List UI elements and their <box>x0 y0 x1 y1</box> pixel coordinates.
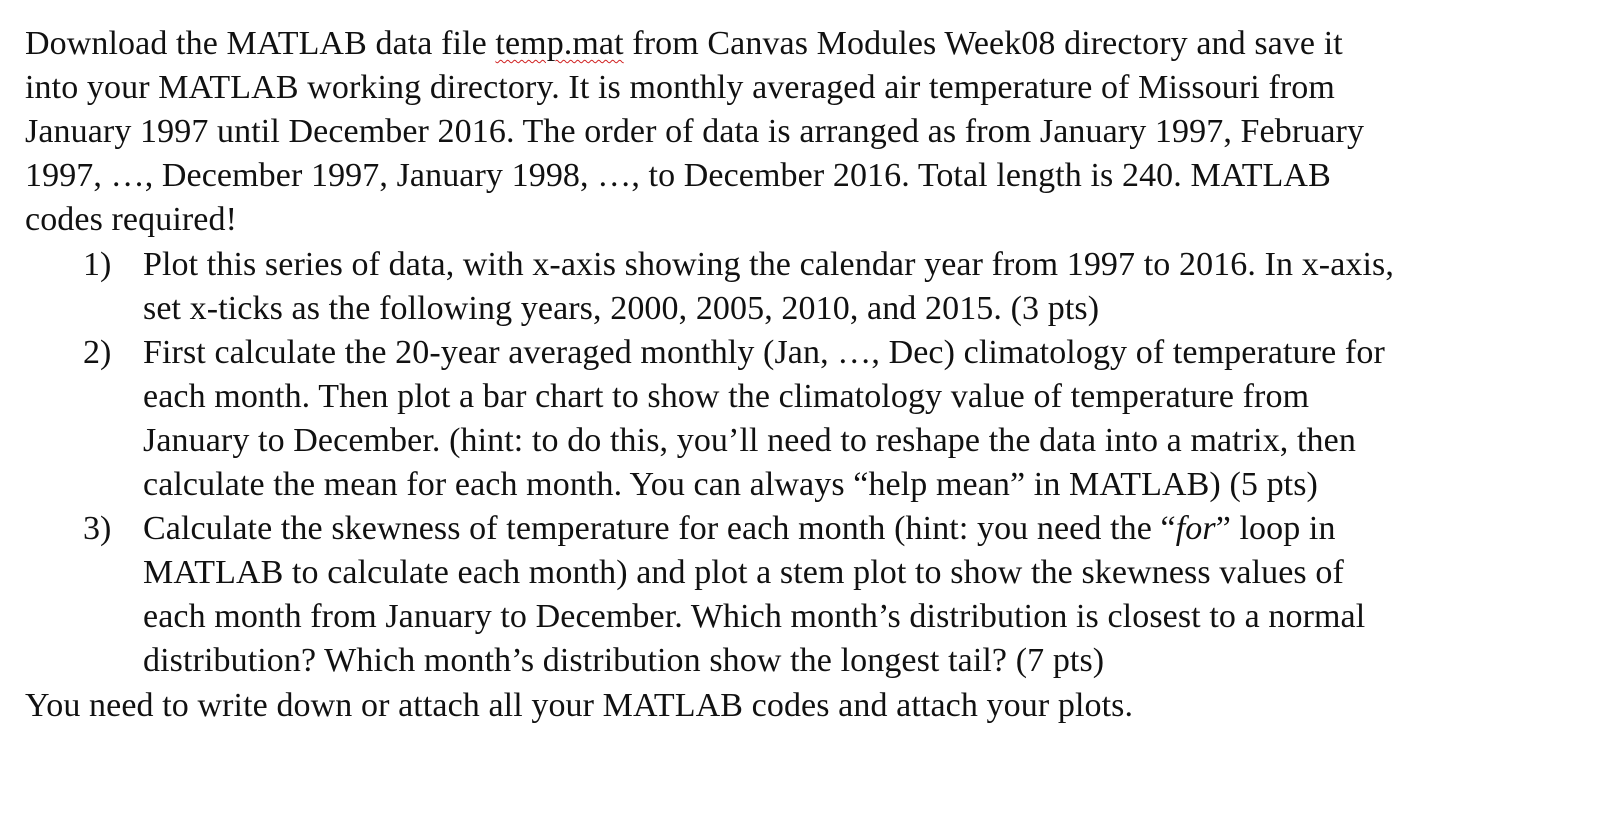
item-2-line-1: First calculate the 20-year averaged monthly (Jan, …, Dec) climatology of temperature for <box>143 334 1385 371</box>
item-3-line-4: distribution? Which month’s distribution show the longest tail? (7 pts) <box>143 642 1105 679</box>
intro-line-3: January 1997 until December 2016. The order of data is arranged as from January 1997, February <box>25 113 1365 150</box>
item-3-line-1-end: ” loop in <box>1215 510 1336 547</box>
item-3-line-1 <box>143 507 1336 551</box>
intro-line-5: codes required! <box>25 201 238 238</box>
intro-line-2: into your MATLAB working directory. It is monthly averaged air temperature of Missouri from <box>25 69 1335 106</box>
intro-line-1 <box>25 22 1343 66</box>
item-1-line-2: set x-ticks as the following years, 2000, 2005, 2010, and 2015. (3 pts) <box>143 290 1100 327</box>
item-3-line-3: each month from January to December. Which month’s distribution is closest to a normal <box>143 598 1366 635</box>
for-keyword: for <box>1175 510 1216 547</box>
item-2-line-2: each month. Then plot a bar chart to show the climatology value of temperature from <box>143 378 1310 415</box>
item-3-number: 3) <box>83 510 112 547</box>
item-1-number: 1) <box>83 246 112 283</box>
intro-line-4: 1997, …, December 1997, January 1998, …, to December 2016. Total length is 240. MATLAB <box>25 157 1331 194</box>
intro-line-1-end: from Canvas Modules Week08 directory and save it <box>623 25 1343 62</box>
item-1-line-1: Plot this series of data, with x-axis showing the calendar year from 1997 to 2016. In x-axis, <box>143 246 1394 283</box>
closing-line: You need to write down or attach all your MATLAB codes and attach your plots. <box>25 687 1134 724</box>
item-3-line-1-start: Calculate the skewness of temperature for each month (hint: you need the “ <box>143 510 1176 547</box>
item-2-line-3: January to December. (hint: to do this, you’ll need to reshape the data into a matrix, then <box>143 422 1356 459</box>
item-2-number: 2) <box>83 334 112 371</box>
item-3-line-2: MATLAB to calculate each month) and plot a stem plot to show the skewness values of <box>143 554 1344 591</box>
item-2-line-4: calculate the mean for each month. You can always “help mean” in MATLAB) (5 pts) <box>143 466 1318 503</box>
intro-line-1-start: Download the MATLAB data file <box>25 25 496 62</box>
file-name: temp.mat <box>495 25 624 62</box>
